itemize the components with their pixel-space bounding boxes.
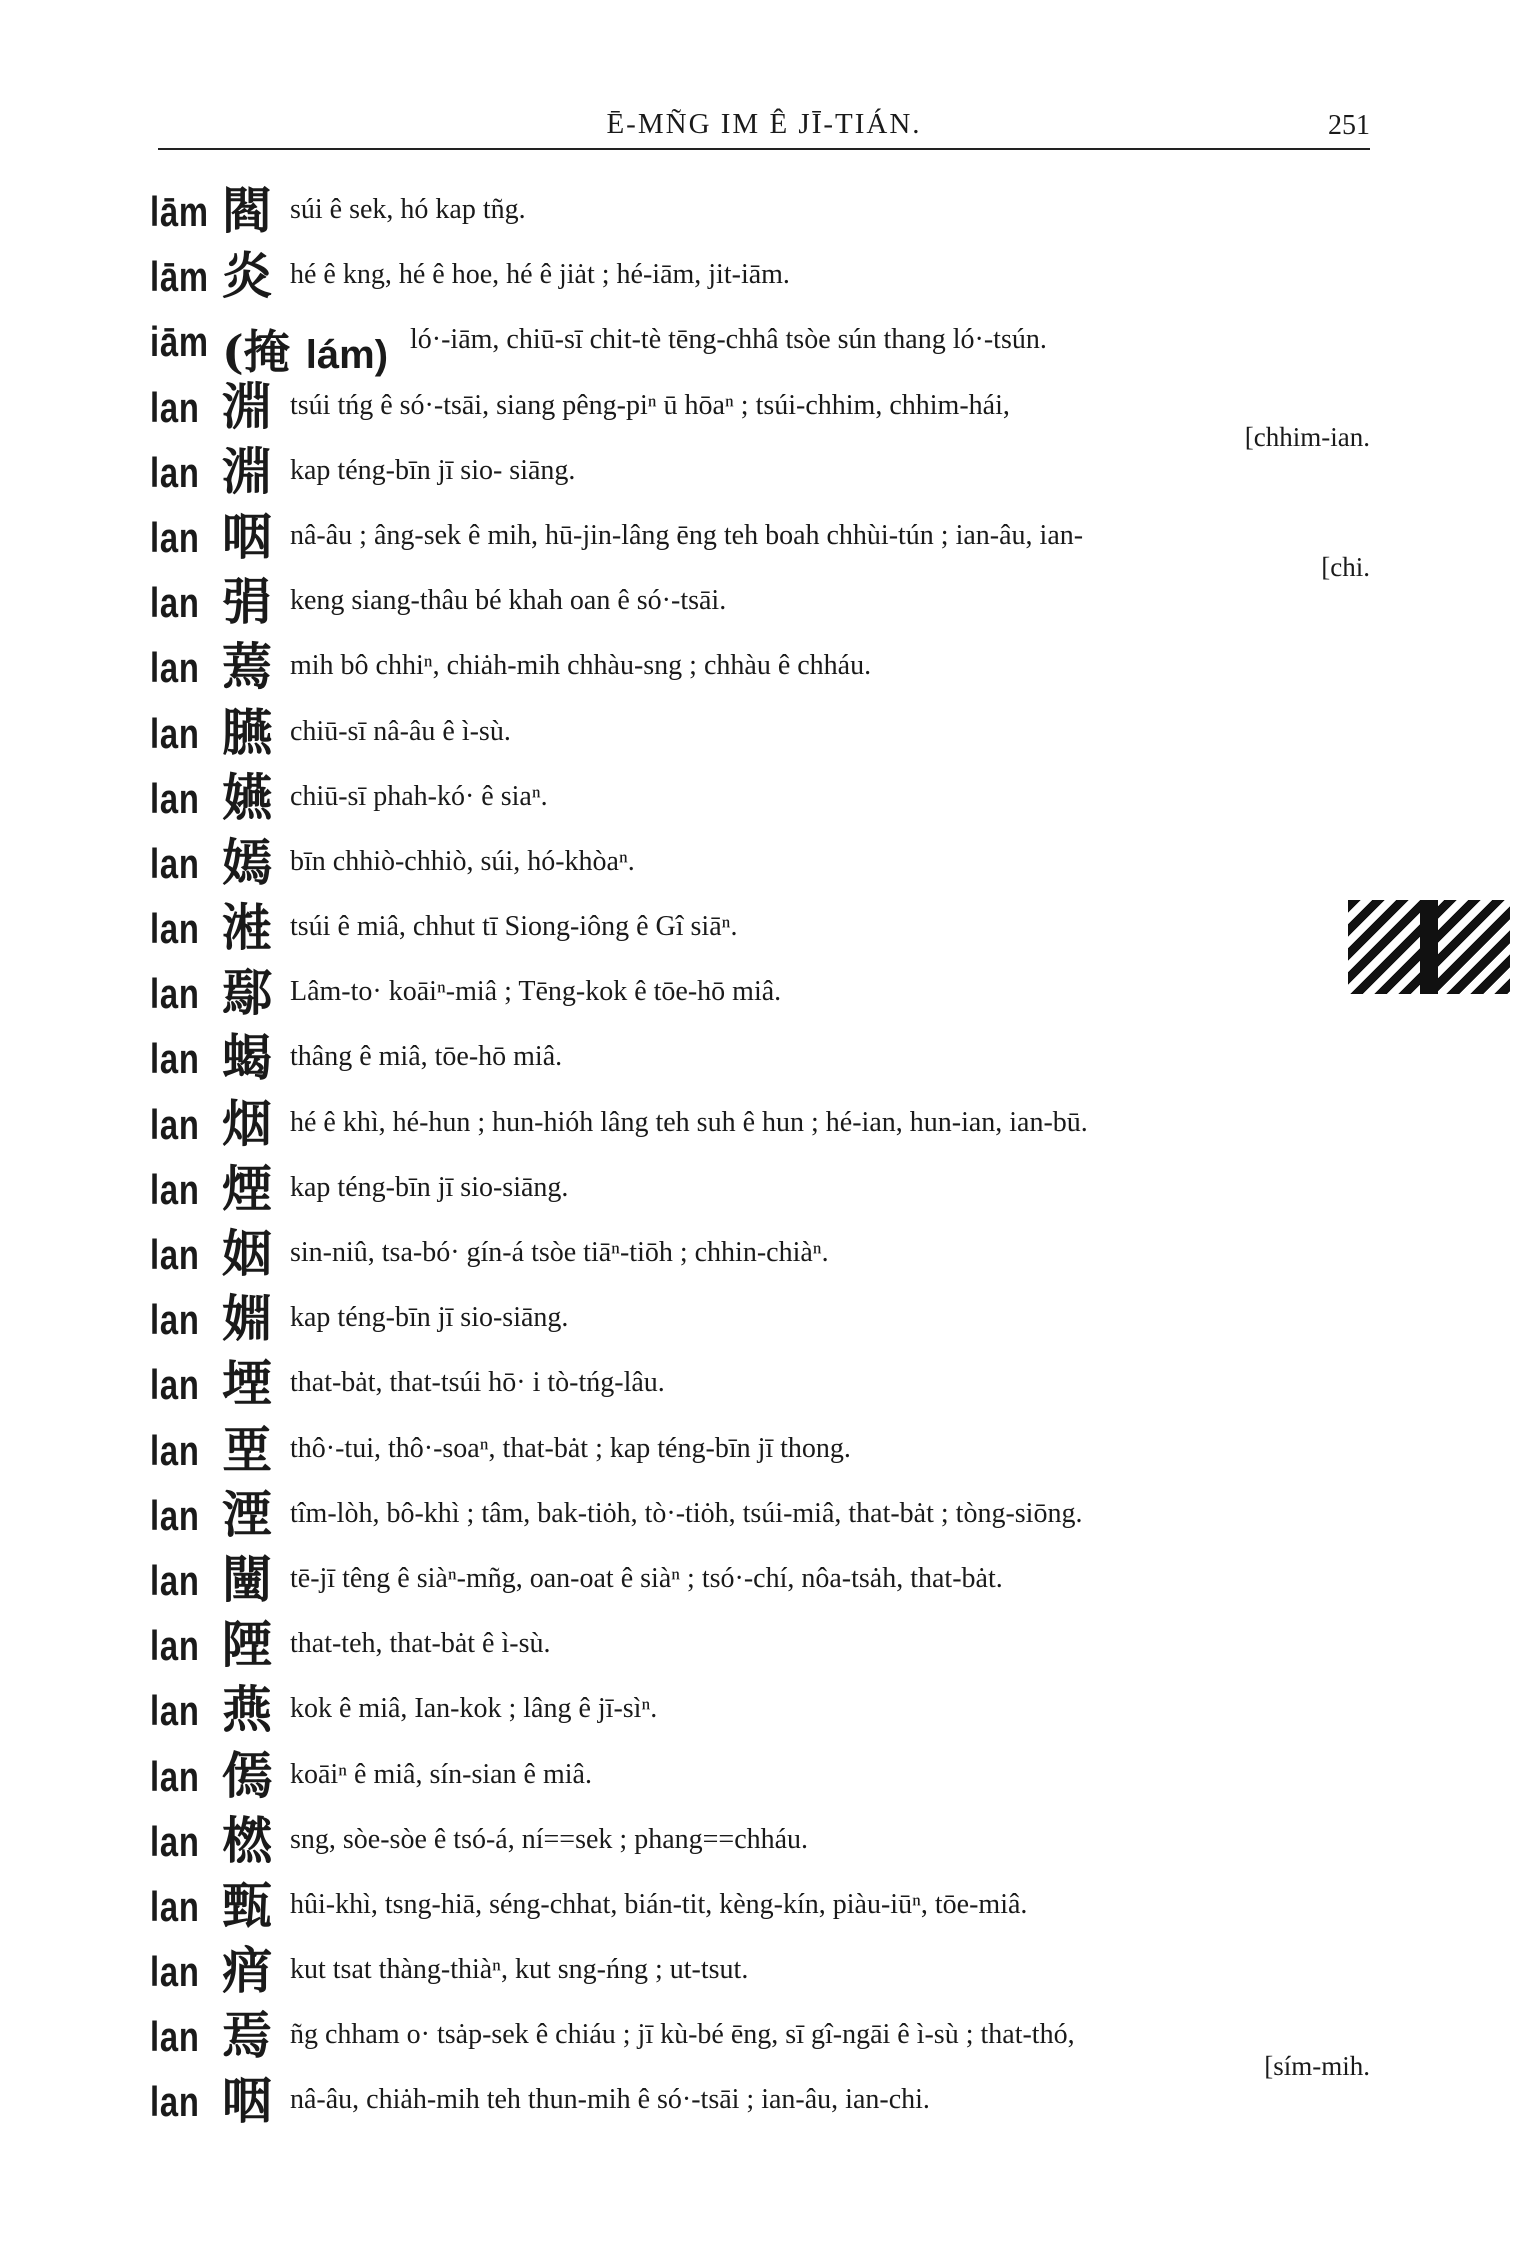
page-header: [158, 100, 1370, 150]
dictionary-entry: [148, 638, 1370, 703]
entry-romanization: lan: [150, 905, 200, 953]
page-number: 251: [1328, 110, 1370, 141]
entry-character: 溎: [222, 898, 272, 958]
dictionary-entry: [148, 704, 1370, 769]
dictionary-entry: [148, 834, 1370, 899]
entry-variant: [222, 316, 388, 382]
entry-definition: kok ê miâ, Ian-kok ; lâng ê jī-sìⁿ.: [290, 1693, 658, 1725]
entry-romanization: lan: [150, 1426, 200, 1474]
entry-definition: Lâm-to· koāiⁿ-miâ ; Tēng-kok ê tōe-hō miâ.: [290, 976, 782, 1008]
entry-definition: kut tsat thàng-thiàⁿ, kut sng-ńng ; ut-tsut.: [290, 1954, 749, 1986]
entry-romanization: lan: [150, 1556, 200, 1604]
entry-character: 痟: [222, 1941, 272, 2001]
entry-variant-romanization: lám): [305, 333, 389, 378]
entry-definition: tîm-lòh, bô-khì ; tâm, bak-tiȯh, tò·-tiȯh, tsúi-miâ, that-bȧt ; tòng-siōng.: [290, 1497, 1083, 1529]
entry-definition: tē-jī têng ê siàⁿ-mñg, oan-oat ê siàⁿ ; tsó·-chí, nôa-tsȧh, that-bȧt.: [290, 1562, 1003, 1594]
dictionary-entry: [148, 1812, 1370, 1877]
dictionary-entry: [148, 376, 1370, 452]
dictionary-entry: [148, 312, 1370, 380]
entry-definition: kap téng-bīn jī sio-siāng.: [290, 1171, 569, 1203]
thumb-index-marker: [1348, 900, 1510, 994]
entry-definition: tsúi ê miâ, chhut tī Siong-iông ê Gî siāⁿ.: [290, 911, 738, 943]
entry-definition: keng siang-thâu bé khah oan ê só·-tsāi.: [290, 585, 727, 617]
running-title: Ē-MÑG IM Ê JĪ-TIÁN.: [606, 108, 922, 140]
dictionary-entry: [148, 1029, 1370, 1094]
dictionary-entry: [148, 1095, 1370, 1160]
entry-definition: chiū-sī nâ-âu ê ì-sù.: [290, 715, 511, 747]
entry-character: 傿: [222, 1745, 272, 1805]
entry-definition: ñg chham o· tsȧp-sek ê chiáu ; jī kù-bé ēng, sī gî-ngāi ê ì-sù ; that-thó,: [290, 2019, 1075, 2051]
entry-character: 橪: [222, 1810, 272, 1870]
entry-definition: thô·-tui, thô·-soaⁿ, that-bȧt ; kap téng-bīn jī thong.: [290, 1432, 851, 1464]
entry-romanization: lan: [150, 709, 200, 757]
dictionary-entry: [148, 769, 1370, 834]
dictionary-entry: [148, 1160, 1370, 1225]
entry-continuation: [chi.: [1321, 551, 1370, 582]
dictionary-entry: [148, 1877, 1370, 1942]
entry-character: 弲: [222, 572, 272, 632]
entry-romanization: lan: [150, 970, 200, 1018]
entry-definition: nâ-âu, chiȧh-mih teh thun-mih ê só·-tsāi ; ian-âu, ian-chi.: [290, 2084, 930, 2116]
entry-definition: koāiⁿ ê miâ, sín-sian ê miâ.: [290, 1758, 592, 1790]
entry-character: 蔫: [222, 637, 272, 697]
entry-continuation: [chhim-ian.: [1244, 421, 1370, 452]
dictionary-entry: [148, 1551, 1370, 1616]
entry-romanization: lan: [150, 774, 200, 822]
entry-definition: chiū-sī phah-kó· ê siaⁿ.: [290, 780, 548, 812]
entry-romanization: iām: [150, 318, 209, 366]
entry-character: 闉: [222, 1549, 272, 1609]
entry-romanization: lan: [150, 1817, 200, 1865]
entry-romanization: lan: [150, 1882, 200, 1930]
entry-romanization: lan: [150, 513, 200, 561]
dictionary-entry: [148, 1486, 1370, 1551]
dictionary-entry: [148, 182, 1370, 247]
entry-romanization: lan: [150, 2078, 200, 2126]
entry-romanization: lan: [150, 448, 200, 496]
entry-character: 咽: [222, 2071, 272, 2131]
entry-definition: sin-niû, tsa-bó· gín-á tsòe tiāⁿ-tiōh ; chhin-chiàⁿ.: [290, 1237, 829, 1268]
entry-character: 炎: [222, 246, 272, 306]
entry-definition: mih bô chhiⁿ, chiȧh-mih chhàu-sng ; chhàu ê chháu.: [290, 650, 872, 682]
entry-character: 堙: [222, 1354, 272, 1414]
entry-romanization: lan: [150, 1231, 200, 1278]
dictionary-entry: [148, 1942, 1370, 2007]
entry-character: 焉: [222, 2006, 272, 2066]
entry-definition: thâng ê miâ, tōe-hō miâ.: [290, 1041, 563, 1073]
entry-character: 鄢: [222, 963, 272, 1023]
entry-character: 咽: [222, 506, 272, 566]
dictionary-entry: [148, 1421, 1370, 1486]
entry-character: 婣: [222, 1289, 272, 1349]
entry-romanization: lan: [150, 1687, 200, 1735]
entry-character: 甄: [222, 1875, 272, 1935]
entry-romanization: lan: [150, 1491, 200, 1539]
entry-romanization: lan: [150, 579, 200, 627]
entry-character: 烟: [222, 1093, 272, 1153]
entry-definition: sng, sòe-sòe ê tsó-á, ní==sek ; phang==chháu.: [290, 1823, 809, 1855]
entry-romanization: lan: [150, 1948, 200, 1996]
entry-definition: kap téng-bīn jī sio- siāng.: [290, 454, 576, 486]
entry-definition: nâ-âu ; âng-sek ê mih, hū-jin-lâng ēng teh boah chhùi-tún ; ian-âu, ian-: [290, 519, 1084, 551]
entry-character: 姻: [222, 1224, 272, 1283]
dictionary-entry: [148, 506, 1370, 582]
entry-definition: hé ê kng, hé ê hoe, hé ê jiȧt ; hé-iām, jit-iām.: [290, 259, 790, 291]
dictionary-entries: [148, 182, 1370, 2138]
dictionary-entry: [148, 1225, 1370, 1290]
entry-romanization: lan: [150, 1035, 200, 1083]
entry-character: 燕: [222, 1680, 272, 1740]
entry-romanization: lan: [150, 383, 200, 431]
dictionary-entry: [148, 443, 1370, 508]
entry-character: 陻: [222, 1615, 272, 1675]
entry-definition: hé ê khì, hé-hun ; hun-hióh lâng teh suh ê hun ; hé-ian, hun-ian, ian-bū.: [290, 1106, 1088, 1138]
entry-character: 湮: [222, 1484, 272, 1544]
entry-character: 嫣: [222, 832, 272, 892]
entry-definition: kap téng-bīn jī sio-siāng.: [290, 1302, 569, 1334]
entry-romanization: lan: [150, 1296, 200, 1344]
entry-romanization: lan: [150, 1100, 200, 1148]
entry-definition: that-bȧt, that-tsúi hō· i tò-tńg-lâu.: [290, 1367, 665, 1399]
entry-character: 臙: [222, 702, 272, 762]
dictionary-entry: [148, 1681, 1370, 1746]
thumb-index-bar: [1420, 900, 1438, 994]
entry-definition: tsúi tńg ê só·-tsāi, siang pêng-piⁿ ū hōaⁿ ; tsúi-chhim, chhim-hái,: [290, 389, 1010, 421]
entry-variant-character: (掩: [222, 325, 290, 380]
entry-character: 閻: [222, 181, 272, 240]
dictionary-entry: [148, 247, 1370, 312]
dictionary-entry: [148, 964, 1370, 1029]
dictionary-entry: [148, 573, 1370, 638]
entry-romanization: lan: [150, 1165, 200, 1213]
entry-definition: bīn chhiò-chhiò, súi, hó-khòaⁿ.: [290, 845, 635, 877]
entry-character: 蝎: [222, 1028, 272, 1088]
entry-definition: súi ê sek, hó kap tñg.: [290, 194, 526, 225]
entry-romanization: lan: [150, 644, 200, 692]
dictionary-entry: [148, 2072, 1370, 2137]
dictionary-entry: [148, 1290, 1370, 1355]
dictionary-entry: [148, 2006, 1370, 2082]
entry-character: 淵: [222, 441, 272, 501]
entry-romanization: lām: [150, 253, 209, 301]
dictionary-entry: [148, 1355, 1370, 1420]
dictionary-entry: [148, 899, 1370, 964]
entry-definition: that-teh, that-bȧt ê ì-sù.: [290, 1628, 551, 1660]
entry-character: 嬿: [222, 767, 272, 827]
entry-romanization: lan: [150, 1622, 200, 1670]
entry-character: 煙: [222, 1158, 272, 1218]
dictionary-entry: [148, 1616, 1370, 1681]
entry-romanization: lan: [150, 839, 200, 887]
entry-character: 淵: [222, 376, 272, 436]
entry-definition: ló·-iām, chiū-sī chit-tè tēng-chhâ tsòe sún thang ló·-tsún.: [410, 324, 1047, 356]
entry-definition: hûi-khì, tsng-hiā, séng-chhat, bián-tit, kèng-kín, piàu-iūⁿ, tōe-miâ.: [290, 1888, 1028, 1920]
entry-character: 垔: [222, 1419, 272, 1479]
entry-romanization: lan: [150, 1361, 200, 1409]
entry-romanization: lan: [150, 2013, 200, 2061]
entry-romanization: lan: [150, 1752, 200, 1800]
entry-continuation: [sím-mih.: [1264, 2051, 1370, 2082]
entry-romanization: lām: [150, 188, 209, 235]
dictionary-entry: [148, 1747, 1370, 1812]
